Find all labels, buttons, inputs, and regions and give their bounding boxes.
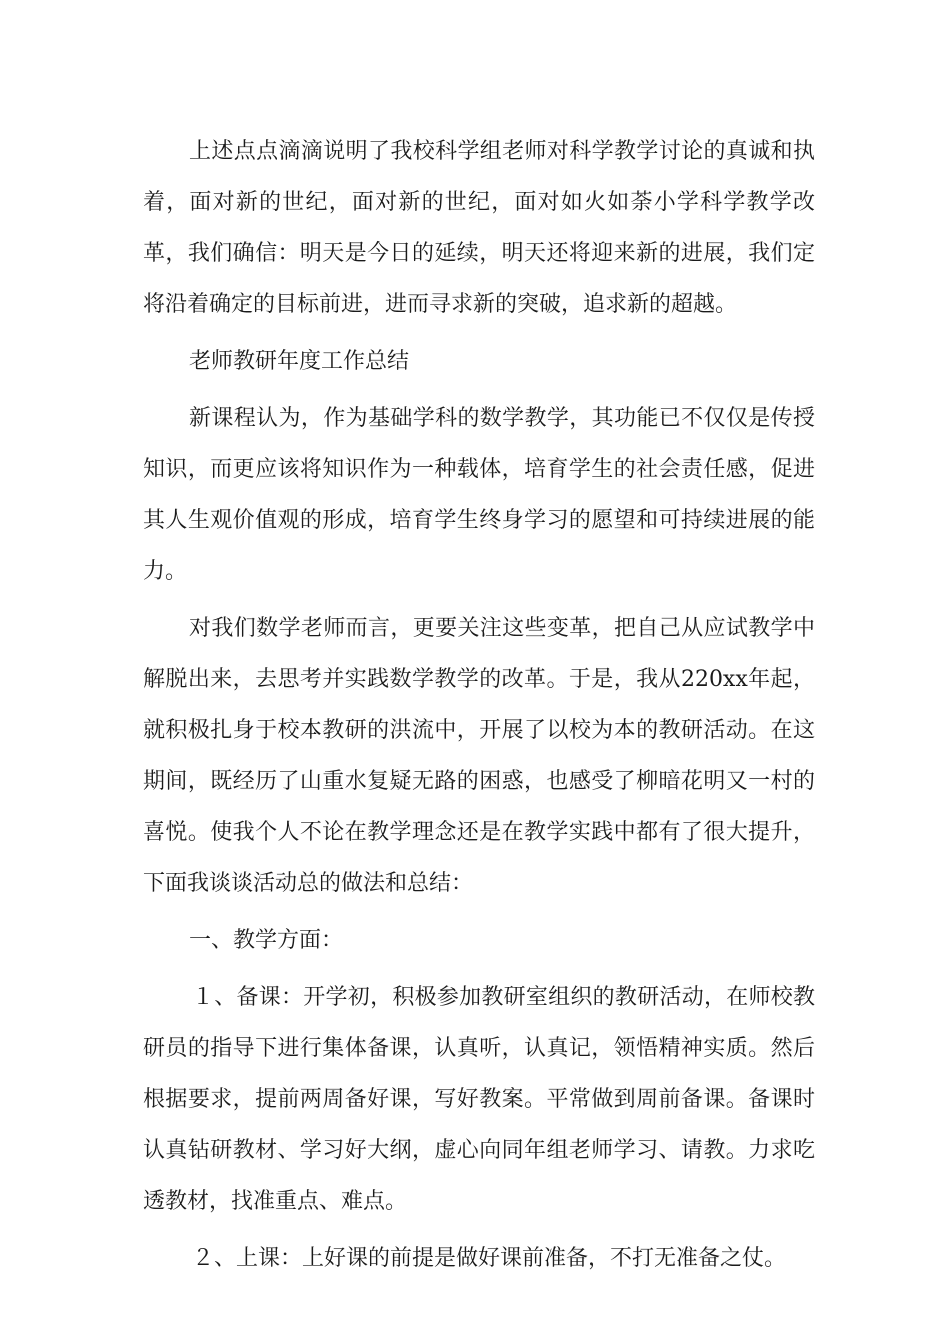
paragraph-class: ２、上课：上好课的前提是做好课前准备，不打无准备之仗。	[192, 1246, 787, 1271]
paragraph-reform: 对我们数学老师而言，更要关注这些变革，把自己从应试教学中解脱出来，去思考并实践数学教学的改革。于是，我从220xx年起，就积极扎身于校本教研的洪流中，开展了以校为本的教研活动。在这期间，既经历了山重水复疑无路的困惑，也感受了柳暗花明又一村的喜悦。使我个人不论在教学理念还是在教学实践中都有了很大提升，下面我谈谈活动总的做法和总结：	[143, 616, 815, 896]
section-title: 老师教研年度工作总结	[189, 349, 410, 374]
paragraph-curriculum: 新课程认为，作为基础学科的数学教学，其功能已不仅仅是传授知识，而更应该将知识作为一种载体，培育学生的社会责任感，促进其人生观价值观的形成，培育学生终身学习的愿望和可持续进展的能力。	[143, 406, 815, 584]
paragraph-conclusion: 上述点点滴滴说明了我校科学组老师对科学教学讨论的真诚和执着，面对新的世纪，面对新的世纪，面对如火如荼小学科学教学改革，我们确信：明天是今日的延续，明天还将迎来新的进展，我们定将沿着确定的目标前进，进而寻求新的突破，追求新的超越。	[143, 139, 815, 317]
subsection-title-teaching: 一、教学方面：	[189, 928, 344, 953]
paragraph-lesson-prep: １、备课：开学初，积极参加教研室组织的教研活动，在师校教研员的指导下进行集体备课，认真听，认真记，领悟精神实质。然后根据要求，提前两周备好课，写好教案。平常做到周前备课。备课时认真钻研教材、学习好大纲，虚心向同年组老师学习、请教。力求吃透教材，找准重点、难点。	[143, 985, 815, 1214]
document-body	[143, 126, 815, 1284]
